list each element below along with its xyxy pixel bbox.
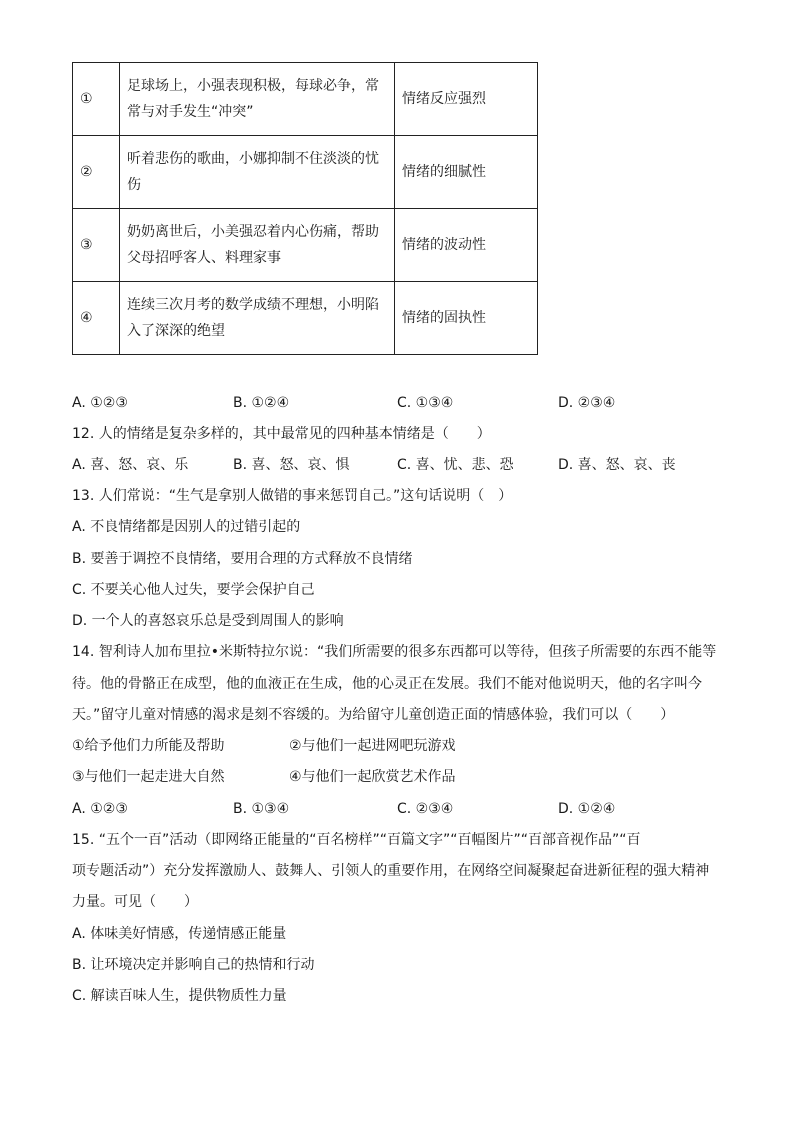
q11-option-a: A. ①②③ (72, 395, 128, 411)
row-trait: 情绪的波动性 (395, 209, 538, 282)
q12-stem: 12. 人的情绪是复杂多样的，其中最常见的四种基本情绪是（ ） (72, 426, 491, 442)
q13-option-a: A. 不良情绪都是因别人的过错引起的 (72, 519, 301, 535)
q15-stem-line-2: 项专题活动”）充分发挥激励人、鼓舞人、引领人的重要作用，在网络空间凝聚起奋进新征程的强大精神 (72, 863, 710, 879)
q15-stem-line-1: 15. “五个一百”活动（即网络正能量的“百名榜样”“百篇文字”“百幅图片”“百部音视作品”“百 (72, 832, 641, 848)
q14-stem-line-3: 天。”留守儿童对情感的渴求是刻不容缓的。为给留守儿童创造正面的情感体验，我们可以（ ） (72, 707, 675, 723)
row-description: 足球场上，小强表现积极，每球必争，常常与对手发生“冲突” (120, 63, 395, 136)
row-number: ③ (73, 209, 120, 282)
row-trait: 情绪的细腻性 (395, 136, 538, 209)
q12-option-b: B. 喜、怒、哀、惧 (233, 457, 350, 473)
table-row (73, 282, 538, 355)
row-number: ④ (73, 282, 120, 355)
q13-option-b: B. 要善于调控不良情绪，要用合理的方式释放不良情绪 (72, 551, 413, 567)
q15-option-a: A. 体味美好情感，传递情感正能量 (72, 926, 287, 942)
q15-option-c: C. 解读百味人生，提供物质性力量 (72, 988, 287, 1004)
q13-option-d: D. 一个人的喜怒哀乐总是受到周围人的影响 (72, 613, 344, 629)
row-description: 连续三次月考的数学成绩不理想，小明陷入了深深的绝望 (120, 282, 395, 355)
q12-option-a: A. 喜、怒、哀、乐 (72, 457, 189, 473)
q11-option-b: B. ①②④ (233, 395, 290, 411)
table-row (73, 63, 538, 136)
q13-stem: 13. 人们常说：“生气是拿别人做错的事来惩罚自己。”这句话说明（ ） (72, 488, 513, 504)
q13-option-c: C. 不要关心他人过失，要学会保护自己 (72, 582, 315, 598)
q14-option-c: C. ②③④ (397, 801, 454, 817)
q14-item-2: ②与他们一起进网吧玩游戏 (289, 738, 456, 754)
row-description: 听着悲伤的歌曲，小娜抑制不住淡淡的忧伤 (120, 136, 395, 209)
emotion-table (72, 62, 538, 355)
q14-item-4: ④与他们一起欣赏艺术作品 (289, 769, 456, 785)
row-description: 奶奶离世后，小美强忍着内心伤痛，帮助父母招呼客人、料理家事 (120, 209, 395, 282)
q11-option-d: D. ②③④ (558, 395, 616, 411)
q14-option-b: B. ①③④ (233, 801, 290, 817)
q14-item-3: ③与他们一起走进大自然 (72, 769, 225, 785)
q11-option-c: C. ①③④ (397, 395, 454, 411)
row-trait: 情绪的固执性 (395, 282, 538, 355)
q14-item-1: ①给予他们力所能及帮助 (72, 738, 225, 754)
row-number: ② (73, 136, 120, 209)
q12-option-c: C. 喜、忧、悲、恐 (397, 457, 514, 473)
q12-option-d: D. 喜、怒、哀、丧 (558, 457, 676, 473)
q14-stem-line-1: 14. 智利诗人加布里拉•米斯特拉尔说：“我们所需要的很多东西都可以等待，但孩子所需要的东西不能等 (72, 644, 717, 660)
q15-stem-line-3: 力量。可见（ ） (72, 894, 198, 910)
row-number: ① (73, 63, 120, 136)
q14-stem-line-2: 待。他的骨骼正在成型，他的血液正在生成，他的心灵正在发展。我们不能对他说明天，他的名字叫今 (72, 676, 702, 692)
q14-option-d: D. ①②④ (558, 801, 616, 817)
q14-option-a: A. ①②③ (72, 801, 128, 817)
q15-option-b: B. 让环境决定并影响自己的热情和行动 (72, 957, 315, 973)
table-row (73, 209, 538, 282)
row-trait: 情绪反应强烈 (395, 63, 538, 136)
table-row (73, 136, 538, 209)
